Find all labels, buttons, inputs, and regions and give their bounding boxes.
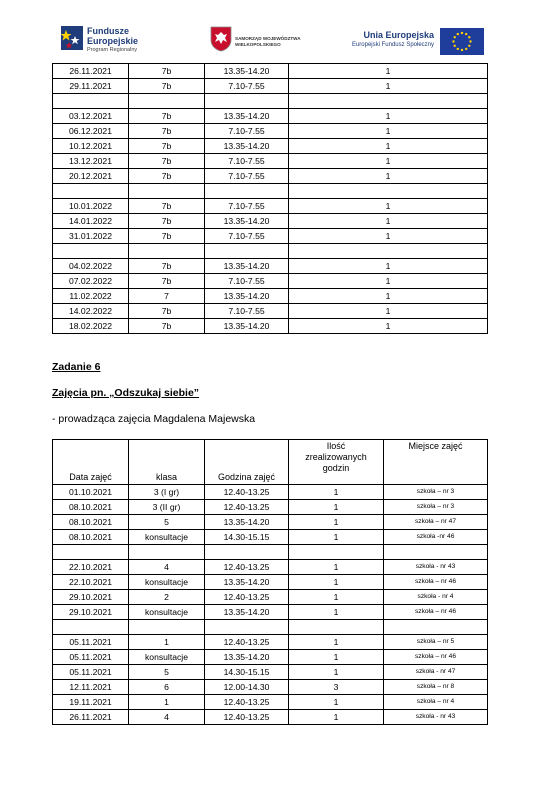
cell-time: 12.00-14.30	[205, 680, 289, 695]
cell-time	[205, 94, 289, 109]
cell-time: 13.35-14.20	[205, 139, 289, 154]
cell-date: 14.02.2022	[53, 304, 129, 319]
cell-date: 14.01.2022	[53, 214, 129, 229]
table-spacer-row	[53, 94, 488, 109]
table-row	[53, 695, 488, 710]
table-spacer-row	[53, 184, 488, 199]
eu-flag-icon	[440, 28, 484, 55]
cell-klasa: 2	[129, 590, 205, 605]
cell-time: 13.35-14.20	[205, 109, 289, 124]
table-row	[53, 605, 488, 620]
cell-date: 22.10.2021	[53, 560, 129, 575]
table-row	[53, 319, 488, 334]
cell-date: 10.01.2022	[53, 199, 129, 214]
table-row	[53, 485, 488, 500]
cell-place: szkoła – nr 3	[384, 485, 488, 500]
cell-hours: 1	[289, 109, 488, 124]
cell-date	[53, 184, 129, 199]
cell-hours: 1	[289, 590, 384, 605]
cell-date	[53, 545, 129, 560]
cell-date: 07.02.2022	[53, 274, 129, 289]
cell-date: 26.11.2021	[53, 710, 129, 725]
cell-hours	[289, 94, 488, 109]
cell-klasa: konsultacje	[129, 605, 205, 620]
cell-klasa	[129, 184, 205, 199]
cell-hours: 1	[289, 650, 384, 665]
cell-hours: 1	[289, 485, 384, 500]
header-time: Godzina zajęć	[205, 440, 289, 485]
cell-date: 29.10.2021	[53, 605, 129, 620]
cell-date: 08.10.2021	[53, 530, 129, 545]
cell-place: szkoła - nr 43	[384, 710, 488, 725]
cell-time: 13.35-14.20	[205, 650, 289, 665]
cell-hours: 3	[289, 680, 384, 695]
cell-hours: 1	[289, 79, 488, 94]
cell-klasa: 7b	[129, 154, 205, 169]
cell-date: 13.12.2021	[53, 154, 129, 169]
table-row	[53, 64, 488, 79]
cell-time: 12.40-13.25	[205, 560, 289, 575]
table-row	[53, 229, 488, 244]
samorzad-logo	[210, 26, 310, 56]
table-row	[53, 199, 488, 214]
cell-place: szkoła - nr 4	[384, 590, 488, 605]
table-spacer-row	[53, 620, 488, 635]
sw-line2: WIELKOPOLSKIEGO	[235, 42, 281, 47]
cell-time: 7.10-7.55	[205, 124, 289, 139]
sw-line1: SAMORZĄD WOJEWÓDZTWA	[235, 36, 301, 41]
fe-line1: Fundusze	[87, 26, 129, 36]
cell-klasa: 5	[129, 515, 205, 530]
header-hours-l2: zrealizowanych	[305, 452, 367, 462]
header-place: Miejsce zajęć	[384, 440, 488, 485]
cell-time: 13.35-14.20	[205, 575, 289, 590]
fe-sub: Program Regionalny	[87, 47, 138, 53]
cell-date: 08.10.2021	[53, 515, 129, 530]
table-header-row	[53, 440, 488, 485]
cell-date	[53, 244, 129, 259]
cell-time: 12.40-13.25	[205, 695, 289, 710]
cell-date: 20.12.2021	[53, 169, 129, 184]
cell-time: 13.35-14.20	[205, 289, 289, 304]
cell-klasa: 7b	[129, 319, 205, 334]
cell-time: 12.40-13.25	[205, 635, 289, 650]
header-hours	[289, 440, 384, 485]
cell-date: 04.02.2022	[53, 259, 129, 274]
cell-hours: 1	[289, 259, 488, 274]
cell-hours: 1	[289, 635, 384, 650]
cell-place: szkoła – nr 3	[384, 500, 488, 515]
cell-time	[205, 620, 289, 635]
cell-hours: 1	[289, 64, 488, 79]
table-row	[53, 515, 488, 530]
cell-date: 10.12.2021	[53, 139, 129, 154]
table-row	[53, 560, 488, 575]
cell-place: szkoła – nr 8	[384, 680, 488, 695]
cell-place: szkoła – nr 5	[384, 635, 488, 650]
cell-hours	[289, 184, 488, 199]
fundusze-europejskie-logo	[61, 24, 156, 58]
cell-time: 13.35-14.20	[205, 259, 289, 274]
cell-time: 7.10-7.55	[205, 274, 289, 289]
cell-klasa: 3 (I gr)	[129, 485, 205, 500]
cell-time: 7.10-7.55	[205, 79, 289, 94]
cell-hours: 1	[289, 214, 488, 229]
cell-klasa: 4	[129, 560, 205, 575]
table-row	[53, 650, 488, 665]
cell-date: 05.11.2021	[53, 665, 129, 680]
header-hours-l3: godzin	[322, 463, 350, 473]
header-hours-l1: Ilość	[326, 441, 346, 451]
cell-date: 26.11.2021	[53, 64, 129, 79]
table-row	[53, 304, 488, 319]
table-row	[53, 154, 488, 169]
cell-hours: 1	[289, 304, 488, 319]
cell-place: szkoła – nr 46	[384, 650, 488, 665]
table-row	[53, 259, 488, 274]
eagle-shield-icon	[210, 26, 232, 52]
cell-place: szkoła -nr 46	[384, 530, 488, 545]
cell-date: 22.10.2021	[53, 575, 129, 590]
cell-klasa: 7b	[129, 199, 205, 214]
cell-time: 13.35-14.20	[205, 319, 289, 334]
cell-place: szkoła - nr 47	[384, 665, 488, 680]
cell-klasa: 7b	[129, 109, 205, 124]
table-row	[53, 635, 488, 650]
cell-hours: 1	[289, 695, 384, 710]
cell-time	[205, 244, 289, 259]
table-spacer-row	[53, 545, 488, 560]
cell-klasa: konsultacje	[129, 530, 205, 545]
cell-date: 11.02.2022	[53, 289, 129, 304]
cell-klasa: konsultacje	[129, 575, 205, 590]
cell-time: 7.10-7.55	[205, 304, 289, 319]
cell-time: 7.10-7.55	[205, 229, 289, 244]
cell-date	[53, 620, 129, 635]
cell-klasa: 1	[129, 635, 205, 650]
cell-time: 7.10-7.55	[205, 199, 289, 214]
table-row	[53, 500, 488, 515]
cell-date: 01.10.2021	[53, 485, 129, 500]
cell-hours: 1	[289, 605, 384, 620]
cell-klasa: konsultacje	[129, 650, 205, 665]
cell-hours: 1	[289, 154, 488, 169]
cell-klasa: 7b	[129, 79, 205, 94]
table-row	[53, 530, 488, 545]
cell-time: 12.40-13.25	[205, 590, 289, 605]
cell-klasa: 7b	[129, 214, 205, 229]
cell-hours: 1	[289, 560, 384, 575]
cell-hours: 1	[289, 229, 488, 244]
table-row	[53, 109, 488, 124]
cell-klasa: 7b	[129, 304, 205, 319]
table-row	[53, 665, 488, 680]
fe-line2: Europejskie	[87, 36, 139, 46]
cell-klasa	[129, 94, 205, 109]
cell-hours	[289, 620, 384, 635]
cell-time: 12.40-13.25	[205, 485, 289, 500]
cell-hours: 1	[289, 169, 488, 184]
cell-klasa: 5	[129, 665, 205, 680]
table-row	[53, 214, 488, 229]
cell-place	[384, 620, 488, 635]
table-row	[53, 274, 488, 289]
cell-hours: 1	[289, 515, 384, 530]
cell-time: 14.30-15.15	[205, 665, 289, 680]
instructor-line: - prowadząca zajęcia Magdalena Majewska	[52, 413, 256, 425]
cell-time	[205, 545, 289, 560]
cell-date: 29.11.2021	[53, 79, 129, 94]
task-heading: Zadanie 6	[52, 361, 101, 373]
cell-hours: 1	[289, 710, 384, 725]
cell-klasa: 7b	[129, 274, 205, 289]
schedule-table-continued	[52, 63, 488, 334]
cell-hours: 1	[289, 319, 488, 334]
cell-hours	[289, 545, 384, 560]
ue-sub: Europejski Fundusz Społeczny	[351, 42, 434, 48]
cell-klasa	[129, 620, 205, 635]
cell-hours: 1	[289, 575, 384, 590]
cell-time: 13.35-14.20	[205, 214, 289, 229]
cell-time: 7.10-7.55	[205, 169, 289, 184]
table-row	[53, 79, 488, 94]
cell-date: 29.10.2021	[53, 590, 129, 605]
table-row	[53, 139, 488, 154]
cell-klasa: 4	[129, 710, 205, 725]
cell-date: 08.10.2021	[53, 500, 129, 515]
cell-hours: 1	[289, 274, 488, 289]
cell-time: 13.35-14.20	[205, 605, 289, 620]
table-row	[53, 680, 488, 695]
cell-place	[384, 545, 488, 560]
cell-time: 13.35-14.20	[205, 515, 289, 530]
cell-klasa: 7b	[129, 229, 205, 244]
cell-date: 06.12.2021	[53, 124, 129, 139]
table-row	[53, 124, 488, 139]
cell-date	[53, 94, 129, 109]
cell-time: 7.10-7.55	[205, 154, 289, 169]
cell-place: szkoła – nr 4	[384, 695, 488, 710]
cell-klasa: 7b	[129, 169, 205, 184]
table-spacer-row	[53, 244, 488, 259]
table-row	[53, 289, 488, 304]
cell-hours: 1	[289, 289, 488, 304]
ue-title: Unia Europejska	[363, 30, 434, 40]
cell-place: szkoła – nr 46	[384, 575, 488, 590]
cell-hours: 1	[289, 139, 488, 154]
cell-place: szkoła – nr 46	[384, 605, 488, 620]
cell-hours: 1	[289, 530, 384, 545]
cell-date: 19.11.2021	[53, 695, 129, 710]
cell-place: szkoła - nr 43	[384, 560, 488, 575]
cell-klasa: 7b	[129, 139, 205, 154]
schedule-table	[52, 439, 488, 725]
cell-date: 05.11.2021	[53, 635, 129, 650]
fe-stars-icon	[61, 26, 83, 50]
table-row	[53, 710, 488, 725]
cell-time: 13.35-14.20	[205, 64, 289, 79]
cell-hours	[289, 244, 488, 259]
cell-klasa	[129, 244, 205, 259]
cell-date: 31.01.2022	[53, 229, 129, 244]
activity-title: Zajęcia pn. „Odszukaj siebie”	[52, 387, 200, 399]
cell-time: 12.40-13.25	[205, 500, 289, 515]
cell-hours: 1	[289, 124, 488, 139]
cell-time: 12.40-13.25	[205, 710, 289, 725]
cell-klasa: 7b	[129, 259, 205, 274]
cell-klasa: 7b	[129, 64, 205, 79]
cell-hours: 1	[289, 665, 384, 680]
cell-place: szkoła – nr 47	[384, 515, 488, 530]
table-row	[53, 169, 488, 184]
page-header	[0, 0, 533, 62]
cell-date: 03.12.2021	[53, 109, 129, 124]
cell-hours: 1	[289, 199, 488, 214]
header-date: Data zajęć	[53, 440, 129, 485]
cell-klasa: 7	[129, 289, 205, 304]
cell-klasa	[129, 545, 205, 560]
cell-date: 05.11.2021	[53, 650, 129, 665]
table-row	[53, 590, 488, 605]
cell-klasa: 6	[129, 680, 205, 695]
cell-klasa: 7b	[129, 124, 205, 139]
cell-hours: 1	[289, 500, 384, 515]
unia-europejska-logo	[348, 24, 484, 56]
table-row	[53, 575, 488, 590]
cell-klasa: 1	[129, 695, 205, 710]
cell-klasa: 3 (II gr)	[129, 500, 205, 515]
cell-date: 18.02.2022	[53, 319, 129, 334]
cell-date: 12.11.2021	[53, 680, 129, 695]
cell-time: 14.30-15.15	[205, 530, 289, 545]
cell-time	[205, 184, 289, 199]
header-klasa: klasa	[129, 440, 205, 485]
